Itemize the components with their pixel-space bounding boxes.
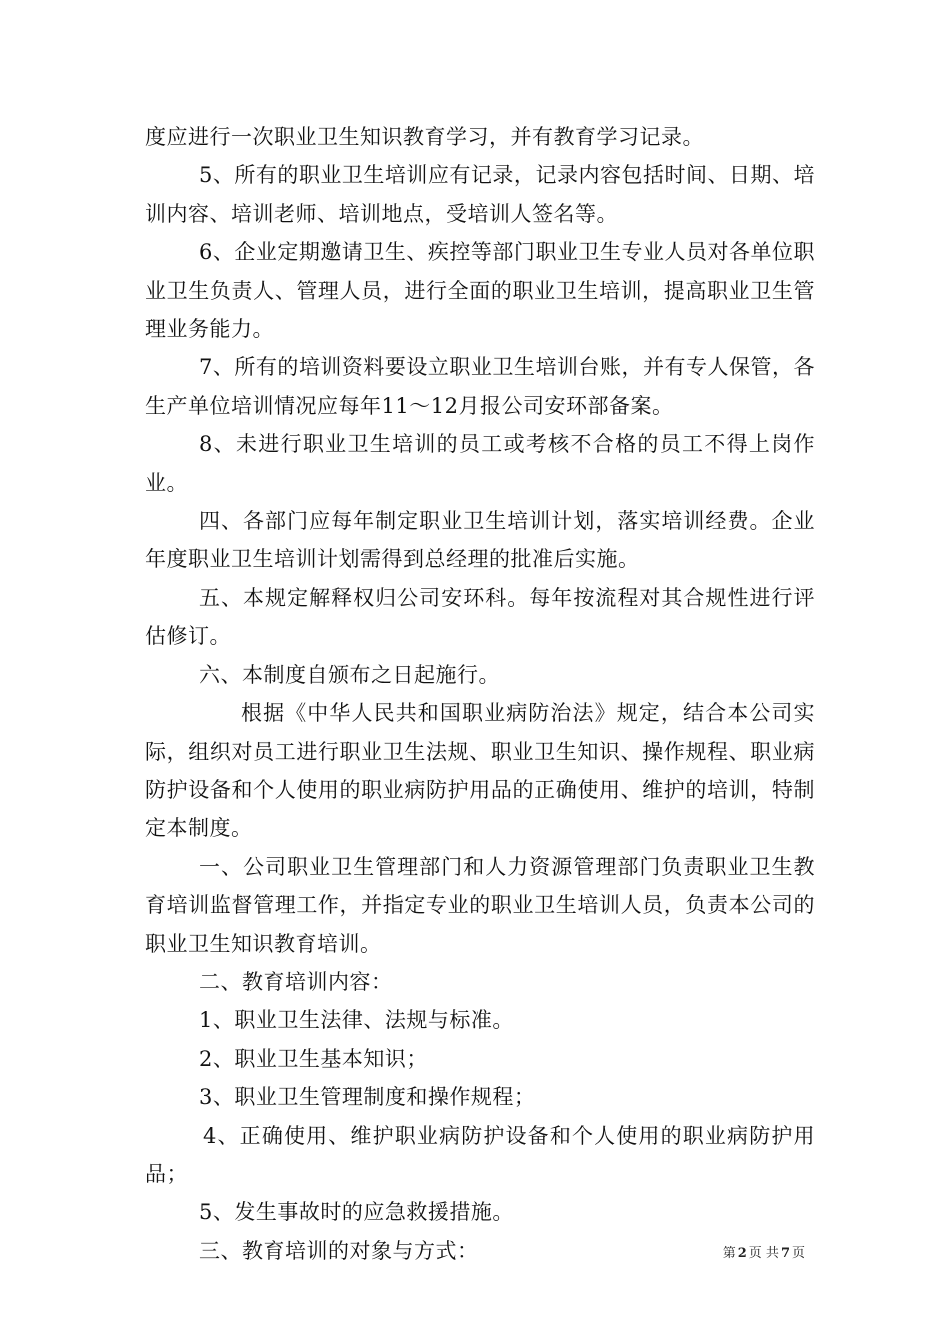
paragraph: 5、发生事故时的应急救援措施。: [199, 1200, 514, 1225]
paragraph: 1、职业卫生法律、法规与标准。: [199, 1008, 514, 1033]
current-page-number: 2: [737, 1246, 747, 1261]
paragraph: 四、各部门应每年制定职业卫生培训计划，落实培训经费。企业年度职业卫生培训计划需得到总经理的批准后实施。: [145, 509, 815, 572]
paragraph: 一、公司职业卫生管理部门和人力资源管理部门负责职业卫生教育培训监督管理工作，并指定专业的职业卫生培训人员，负责本公司的职业卫生知识教育培训。: [145, 854, 815, 956]
paragraph: 二、教育培训内容：: [199, 969, 393, 994]
paragraph: 4、正确使用、维护职业病防护设备和个人使用的职业病防护用品；: [145, 1123, 815, 1186]
paragraph: 5、所有的职业卫生培训应有记录，记录内容包括时间、日期、培训内容、培训老师、培训地点，受培训人签名等。: [145, 163, 815, 226]
footer-suffix: 页: [791, 1246, 805, 1261]
page-footer: [723, 1245, 805, 1263]
document-body: [145, 118, 815, 1270]
paragraph: 三、教育培训的对象与方式：: [199, 1238, 479, 1263]
paragraph: 六、本制度自颁布之日起施行。: [199, 662, 500, 687]
paragraph: 8、未进行职业卫生培训的员工或考核不合格的员工不得上岗作业。: [145, 432, 815, 495]
paragraph: 3、职业卫生管理制度和操作规程；: [199, 1085, 536, 1110]
paragraph: 2、职业卫生基本知识；: [199, 1046, 428, 1071]
footer-middle: 页 共: [748, 1246, 779, 1261]
paragraph: 五、本规定解释权归公司安环科。每年按流程对其合规性进行评估修订。: [145, 585, 815, 649]
paragraph: 度应进行一次职业卫生知识教育学习，并有教育学习记录。: [145, 125, 704, 149]
footer-prefix: 第: [722, 1246, 736, 1261]
paragraph: 7、所有的培训资料要设立职业卫生培训台账，并有专人保管，各生产单位培训情况应每年11～12月报公司安环部备案。: [145, 355, 815, 418]
paragraph: 根据《中华人民共和国职业病防治法》规定，结合本公司实际，组织对员工进行职业卫生法规、职业卫生知识、操作规程、职业病防护设备和个人使用的职业病防护用品的正确使用、维护的培训，特制定本制度。: [145, 701, 815, 841]
paragraph: 6、企业定期邀请卫生、疾控等部门职业卫生专业人员对各单位职业卫生负责人、管理人员，进行全面的职业卫生培训，提高职业卫生管理业务能力。: [145, 240, 815, 342]
total-page-number: 7: [780, 1246, 790, 1261]
